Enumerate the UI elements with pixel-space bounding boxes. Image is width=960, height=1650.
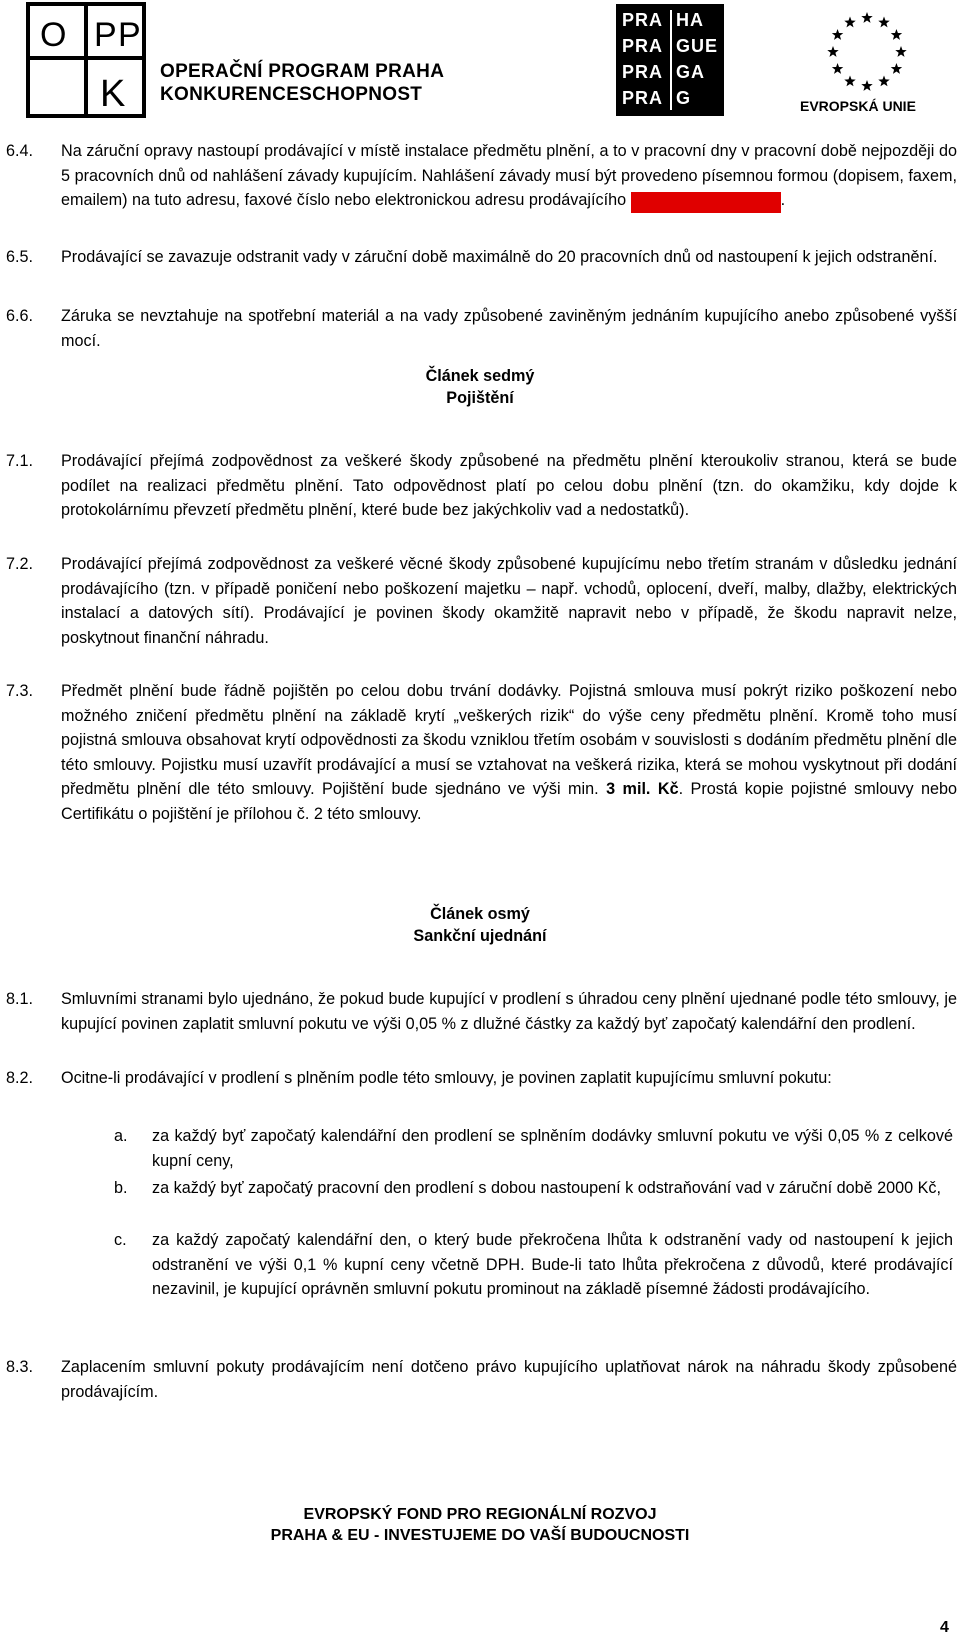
eu-star-icon	[827, 46, 838, 57]
eu-star-icon	[891, 29, 902, 40]
eu-star-icon	[861, 80, 872, 91]
article-7-title: Článek sedmý	[425, 367, 535, 385]
redacted-text: …………………	[630, 195, 744, 214]
section-6-6-text: Záruka se nevztahuje na spotřební materiál a na vady způsobené zaviněným jednáním kupujícího anebo způsobené vyšší mocí.	[61, 307, 957, 350]
opp-logo	[26, 2, 146, 118]
eu-star-icon	[844, 75, 855, 86]
section-7-3-text	[61, 679, 957, 827]
praha-cell: GUE	[676, 36, 719, 56]
eu-star-icon	[878, 17, 889, 28]
section-number: 8.1.	[6, 990, 34, 1008]
praha-logo	[616, 4, 724, 116]
praha-cell: PRA	[622, 62, 664, 82]
section-number: 8.2.	[6, 1069, 34, 1087]
list-item: za každý započatý kalendářní den, o který bude překročena lhůta k odstranění vady od nastoupení k jejich odstranění ve výši 0,1 % kupní ceny včetně DPH. Bude-li tato lhůta překročena z důvodů, které prodávající nezavinil, je kupující oprávněn smluvní pokutu prominout na základě písemné žádosti prodávajícího.	[152, 1231, 953, 1299]
eu-stars-icon	[800, 4, 934, 104]
section-8-2-text: Ocitne-li prodávající v prodlení s plněním podle této smlouvy, je povinen zaplatit kupujícímu smluvní pokutu:	[61, 1069, 832, 1087]
list-item: za každý byť započatý kalendářní den prodlení se splněním dodávky smluvní pokutu ve výši 0,05 % z celkové kupní ceny,	[152, 1127, 953, 1170]
opp-line1: OPERAČNÍ PROGRAM PRAHA	[160, 61, 445, 82]
section-number: 7.2.	[6, 555, 34, 573]
section-number: 6.6.	[6, 307, 34, 325]
section-6-5-text: Prodávající se zavazuje odstranit vady v záruční době maximálně do 20 pracovních dnů od nastoupení k jejich odstranění.	[61, 248, 938, 266]
article-7-subtitle: Pojištění	[446, 389, 514, 407]
eu-star-icon	[844, 17, 855, 28]
list-item: za každý byť započatý pracovní den prodlení s dobou nastoupení k odstraňování vad v záruční době 2000 Kč,	[152, 1179, 941, 1197]
section-8-3-text: Zaplacením smluvní pokuty prodávajícím není dotčeno právo kupujícího uplatňovat nárok na náhradu škody způsobené prodávajícím.	[61, 1358, 957, 1401]
opp-line2: KONKURENCESCHOPNOST	[160, 84, 423, 105]
section-number: 8.3.	[6, 1358, 34, 1376]
text-part: . Prostá kopie pojistné smlouvy nebo Certifikátu o pojištění je přílohou č. 2 této smlouvy.	[61, 780, 958, 823]
text-part: .	[780, 191, 786, 210]
section-number: 6.4.	[6, 142, 34, 160]
opp-letter: P	[94, 16, 117, 54]
article-8-subtitle: Sankční ujednání	[413, 927, 547, 945]
page-number: 4	[940, 1619, 949, 1636]
praha-cell: GA	[676, 62, 705, 82]
redacted-box	[631, 192, 781, 213]
list-label: b.	[114, 1179, 128, 1197]
section-number: 6.5.	[6, 248, 34, 266]
page-header	[0, 0, 960, 120]
praha-cell: G	[676, 88, 692, 108]
eu-star-icon	[832, 29, 843, 40]
list-label: c.	[114, 1231, 127, 1249]
article-8-title: Článek osmý	[430, 905, 530, 923]
footer-line1: EVROPSKÝ FOND PRO REGIONÁLNÍ ROZVOJ	[303, 1506, 657, 1523]
praha-cell: HA	[676, 10, 704, 30]
opp-letter: K	[100, 73, 126, 115]
opp-letter: P	[118, 16, 141, 54]
opp-program-name	[160, 60, 444, 106]
section-number: 7.3.	[6, 682, 34, 700]
section-number: 7.1.	[6, 452, 34, 470]
section-6-4-text	[61, 139, 957, 213]
eu-label: EVROPSKÁ UNIE	[800, 98, 916, 114]
opp-letter: O	[40, 16, 67, 54]
eu-star-icon	[895, 46, 906, 57]
insurance-amount: 3 mil. Kč	[606, 780, 679, 799]
praha-cell: PRA	[622, 88, 664, 108]
text-part: Na záruční opravy nastoupí prodávající v místě instalace předmětu plnění, a to v pracovní dny v pracovní době nejpozději do 5 pracovních dnů od nahlášení závady kupujícím. Nahlášení závady musí být provedeno písemnou formou (dopisem, faxem, emailem) na tuto adresu, faxové číslo nebo elektronickou adresu prodávajícího	[61, 142, 957, 210]
praha-cell: PRA	[622, 36, 664, 56]
eu-star-icon	[891, 63, 902, 74]
text-part: Předmět plnění bude řádně pojištěn po celou dobu trvání dodávky. Pojistná smlouva musí pokrýt riziko poškození nebo možného zničení předmětu plnění na základě krytí „veškerých rizik“ do výše ceny předmětu plnění. Kromě toho musí pojistná smlouva obsahovat krytí odpovědnosti za škodu vzniklou třetím osobám v souvislosti s dodáním předmětu plnění dle této smlouvy. Pojistku musí uzavřít prodávající a musí se vztahovat na veškerá rizika, která se mohou vyskytnout při dodání předmětu plnění dle této smlouvy. Pojištění bude sjednáno ve výši min.	[61, 682, 957, 799]
eu-star-icon	[861, 12, 872, 23]
section-7-2-text: Prodávající přejímá zodpovědnost za veškeré věcné škody způsobené kupujícímu nebo třetím stranám v důsledku jednání prodávajícího (tzn. v případě poničení nebo poškození majetku – např. vchodů, oplocení, dveří, malby, dlažby, elektrických instalací a datových sítí). Prodávající je povinen škody okamžitě napravit nebo v případě, že škodu napravit nelze, poskytnout finanční náhradu.	[61, 555, 957, 647]
footer-line2: PRAHA & EU - INVESTUJEME DO VAŠÍ BUDOUCNOSTI	[270, 1527, 690, 1544]
eu-star-icon	[832, 63, 843, 74]
eu-star-icon	[878, 75, 889, 86]
section-8-1-text: Smluvními stranami bylo ujednáno, že pokud bude kupující v prodlení s úhradou ceny plnění ujednané podle této smlouvy, je kupující povinen zaplatit smluvní pokutu ve výši 0,05 % z dlužné částky za každý byť započatý kalendářní den prodlení.	[61, 990, 957, 1033]
list-label: a.	[114, 1127, 128, 1145]
praha-cell: PRA	[622, 10, 664, 30]
section-7-1-text: Prodávající přejímá zodpovědnost za veškeré škody způsobené na předmětu plnění kteroukoliv stranou, která se bude podílet na realizaci předmětu plnění. Tato odpovědnost platí po celou dobu plnění (tzn. do okamžiku, kdy dojde k protokolárnímu převzetí předmětu plnění, které bude bez jakýchkoliv vad a nedostatků).	[61, 452, 957, 520]
